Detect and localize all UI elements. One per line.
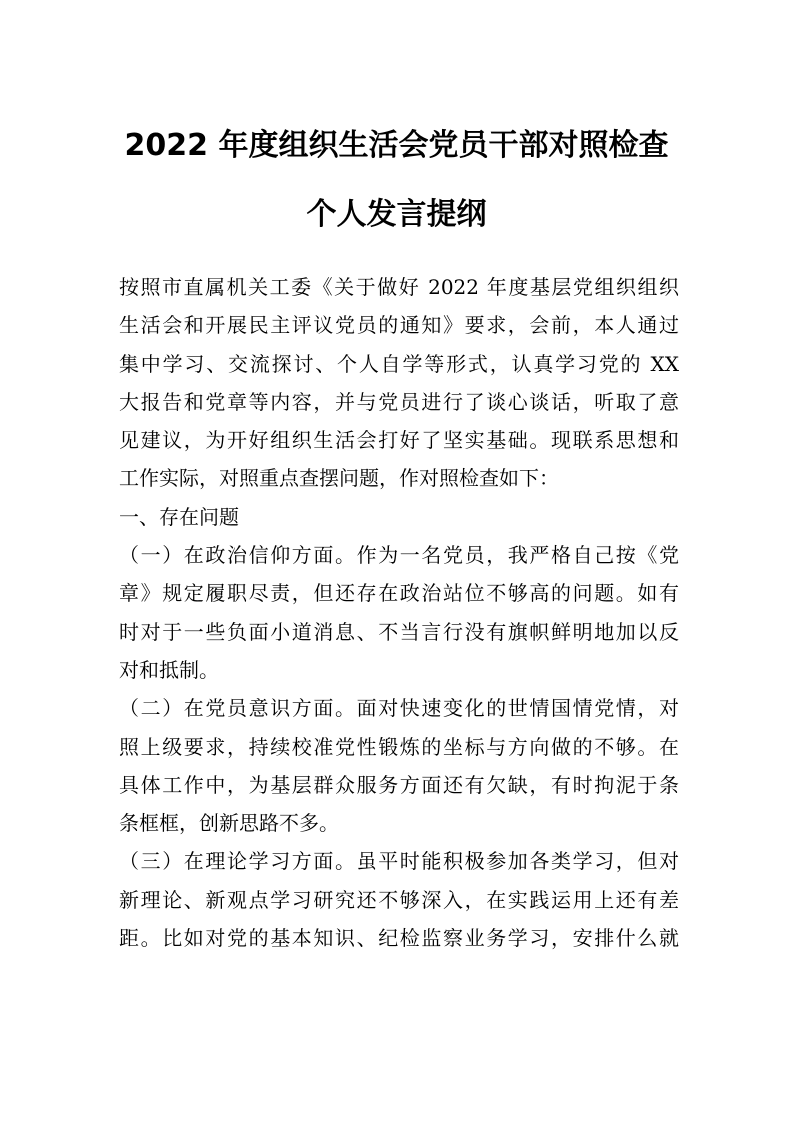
body-line: 大报告和党章等内容，并与党员进行了谈心谈话，听取了意 <box>119 389 679 414</box>
body-line: 按照市直属机关工委《关于做好 2022 年度基层党组织组织 <box>119 275 679 299</box>
body-line: 条框框，创新思路不多。 <box>119 811 339 836</box>
document-body <box>119 268 679 957</box>
section-heading: 一、存在问题 <box>119 504 239 529</box>
body-line: 集中学习、交流探讨、个人自学等形式，认真学习党的 XX <box>119 351 679 376</box>
document-title-line-1: 2022 年度组织生活会党员干部对照检查 <box>124 128 669 163</box>
document-title-line-2: 个人发言提纲 <box>306 197 487 232</box>
body-line: 章》规定履职尽责，但还存在政治站位不够高的问题。如有 <box>119 581 679 606</box>
body-line: （二）在党员意识方面。面对快速变化的世情国情党情，对 <box>119 696 679 721</box>
body-line: 照上级要求，持续校准党性锻炼的坐标与方向做的不够。在 <box>119 734 679 759</box>
body-line: 距。比如对党的基本知识、纪检监察业务学习，安排什么就 <box>119 926 679 951</box>
body-line: 见建议，为开好组织生活会打好了坚实基础。现联系思想和 <box>119 428 679 453</box>
body-line: 生活会和开展民主评议党员的通知》要求，会前，本人通过 <box>119 313 679 338</box>
body-line: 具体工作中，为基层群众服务方面还有欠缺，有时拘泥于条 <box>119 772 679 797</box>
body-line: 新理论、新观点学习研究还不够深入，在实践运用上还有差 <box>119 887 679 912</box>
body-line: （一）在政治信仰方面。作为一名党员，我严格自己按《党 <box>119 543 679 568</box>
body-line: （三）在理论学习方面。虽平时能积极参加各类学习，但对 <box>119 849 679 874</box>
body-line: 工作实际，对照重点查摆问题，作对照检查如下： <box>119 466 559 491</box>
body-line: 对和抵制。 <box>119 657 219 682</box>
body-line: 时对于一些负面小道消息、不当言行没有旗帜鲜明地加以反 <box>119 619 679 644</box>
